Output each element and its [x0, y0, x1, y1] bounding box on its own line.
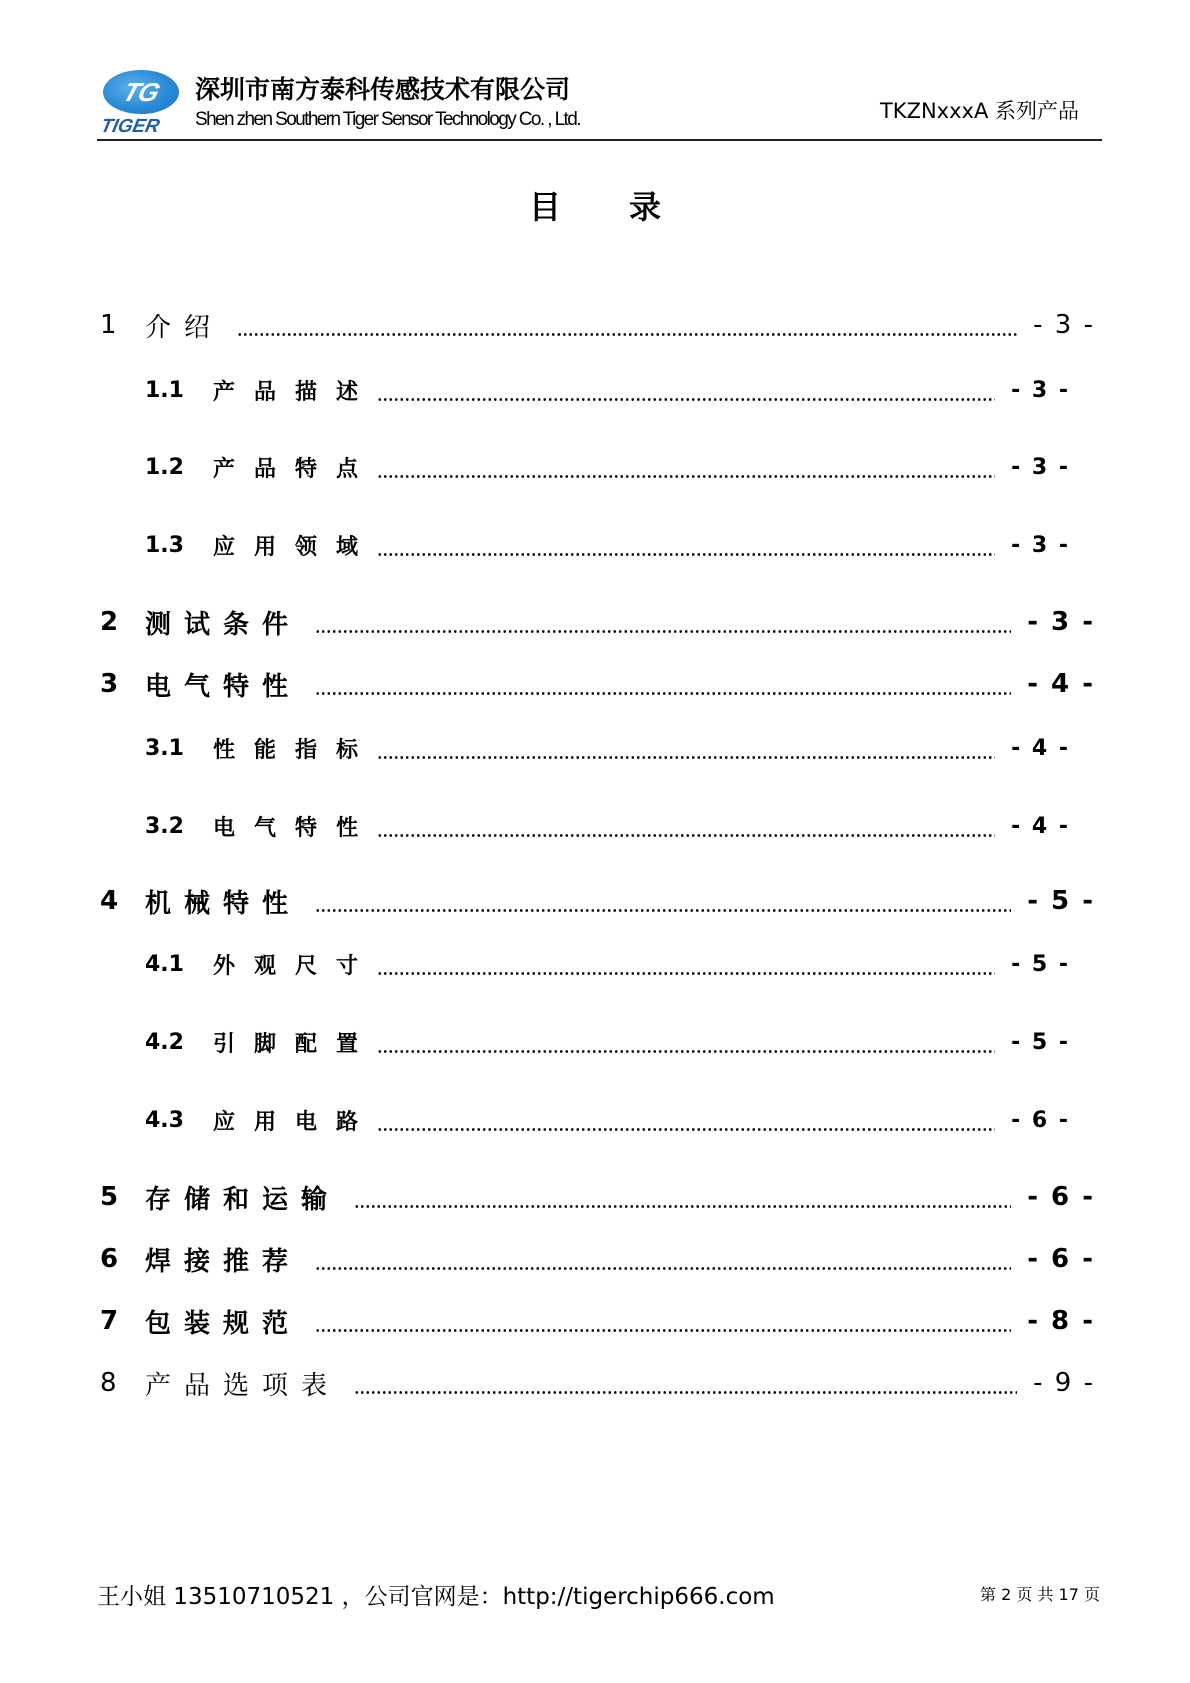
toc-entry-label: 产品描述 — [213, 379, 378, 405]
toc-entry-page: - 3 - — [1011, 454, 1070, 480]
toc-entry-page: - 5 - — [1011, 1029, 1070, 1055]
toc-entry-3[interactable] — [100, 666, 1095, 702]
toc-entry-number: 1.1 — [145, 377, 184, 403]
toc-entry-3-1[interactable] — [145, 730, 1070, 766]
toc-entry-number: 6 — [100, 1244, 119, 1274]
toc-entry-page: - 3 - — [1011, 532, 1070, 558]
toc-entry-page: - 9 - — [1033, 1368, 1095, 1398]
toc-entry-4-1[interactable] — [145, 946, 1070, 982]
toc-entry-page: - 5 - — [1027, 886, 1095, 916]
toc-entry-8[interactable] — [100, 1365, 1095, 1401]
dot-leader — [315, 630, 1011, 633]
toc-entry-1[interactable] — [100, 307, 1095, 343]
page-indicator: 第 2 页 共 17 页 — [980, 1585, 1100, 1604]
toc-entry-label: 机械特性 — [145, 888, 302, 919]
dot-leader — [354, 1391, 1017, 1394]
toc-entry-label: 应用电路 — [213, 1109, 378, 1135]
toc-entry-number: 4.2 — [145, 1029, 184, 1055]
dot-leader — [315, 1267, 1011, 1270]
header-divider — [97, 139, 1102, 141]
toc-entry-label: 性能指标 — [213, 737, 378, 763]
toc-entry-number: 3 — [100, 669, 119, 699]
company-name-en: Shen zhen Southern Tiger Sensor Technology Co. , Ltd. — [195, 109, 580, 130]
toc-entry-label: 电气特性 — [145, 671, 302, 702]
toc-entry-number: 5 — [100, 1182, 119, 1212]
dot-leader — [377, 756, 995, 759]
toc-entry-number: 3.2 — [145, 813, 184, 839]
dot-leader — [354, 1205, 1011, 1208]
toc-entry-page: - 4 - — [1011, 735, 1070, 761]
toc-entry-page: - 3 - — [1033, 310, 1095, 340]
toc-entry-label: 焊接推荐 — [145, 1246, 302, 1277]
dot-leader — [377, 475, 995, 478]
toc-entry-number: 1.3 — [145, 532, 184, 558]
page-header — [97, 62, 1097, 140]
toc-entry-label: 产品特点 — [213, 456, 378, 482]
company-name-cn: 深圳市南方泰科传感技术有限公司 — [195, 75, 571, 104]
logo-emblem-text: TG — [119, 77, 164, 107]
dot-leader — [377, 553, 995, 556]
toc-entry-number: 4.3 — [145, 1107, 184, 1133]
toc-entry-page: - 4 - — [1011, 813, 1070, 839]
dot-leader — [237, 333, 1017, 336]
dot-leader — [315, 909, 1011, 912]
toc-entry-page: - 5 - — [1011, 951, 1070, 977]
toc-entry-1-2[interactable] — [145, 449, 1070, 485]
toc-entry-page: - 4 - — [1027, 669, 1095, 699]
toc-entry-4[interactable] — [100, 883, 1095, 919]
toc-entry-7[interactable] — [100, 1303, 1095, 1339]
toc-entry-label: 包装规范 — [145, 1308, 302, 1339]
toc-entry-1-1[interactable] — [145, 372, 1070, 408]
toc-entry-number: 3.1 — [145, 735, 184, 761]
dot-leader — [377, 398, 995, 401]
toc-entry-label: 存储和运输 — [145, 1184, 341, 1215]
toc-entry-number: 1.2 — [145, 454, 184, 480]
toc-entry-page: - 6 - — [1011, 1107, 1070, 1133]
title-char-1: 目 — [528, 188, 561, 226]
footer-contact-info: 王小姐 13510710521 ，公司官网是：http://tigerchip666.com — [97, 1584, 775, 1610]
company-logo — [98, 70, 181, 140]
dot-leader — [377, 834, 995, 837]
toc-entry-label: 引脚配置 — [213, 1031, 378, 1057]
toc-entry-2[interactable] — [100, 604, 1095, 640]
toc-entry-label: 介绍 — [145, 312, 224, 343]
dot-leader — [315, 692, 1011, 695]
toc-entry-label: 应用领域 — [213, 534, 378, 560]
page-title — [0, 182, 1190, 228]
toc-entry-number: 1 — [100, 310, 117, 340]
toc-entry-4-2[interactable] — [145, 1024, 1070, 1060]
toc-entry-label: 产品选项表 — [145, 1370, 341, 1401]
toc-entry-page: - 8 - — [1027, 1306, 1095, 1336]
title-char-2: 录 — [629, 188, 662, 226]
toc-entry-3-2[interactable] — [145, 808, 1070, 844]
toc-entry-number: 4 — [100, 886, 119, 916]
dot-leader — [315, 1329, 1011, 1332]
toc-entry-label: 测试条件 — [145, 609, 302, 640]
toc-entry-page: - 3 - — [1011, 377, 1070, 403]
dot-leader — [377, 1128, 995, 1131]
dot-leader — [377, 1050, 995, 1053]
product-series-label: TKZNxxxA 系列产品 — [879, 99, 1079, 123]
toc-entry-number: 8 — [100, 1368, 117, 1398]
dot-leader — [377, 972, 995, 975]
toc-entry-5[interactable] — [100, 1179, 1095, 1215]
toc-entry-page: - 6 - — [1027, 1182, 1095, 1212]
toc-entry-4-3[interactable] — [145, 1102, 1070, 1138]
logo-wordmark: TIGER — [98, 116, 162, 137]
toc-entry-page: - 3 - — [1027, 607, 1095, 637]
toc-entry-number: 4.1 — [145, 951, 184, 977]
toc-entry-6[interactable] — [100, 1241, 1095, 1277]
toc-entry-1-3[interactable] — [145, 527, 1070, 563]
toc-entry-label: 电气特性 — [213, 815, 378, 841]
toc-entry-number: 7 — [100, 1306, 119, 1336]
toc-entry-number: 2 — [100, 607, 119, 637]
toc-entry-label: 外观尺寸 — [213, 953, 378, 979]
toc-entry-page: - 6 - — [1027, 1244, 1095, 1274]
